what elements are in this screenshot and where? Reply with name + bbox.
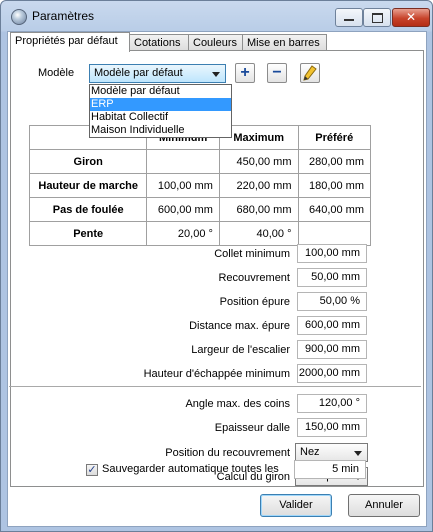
row-label-pas-de-foulee: Pas de foulée <box>30 198 147 222</box>
autosave-label: Sauvegarder automatique toutes les <box>102 463 279 475</box>
tab-couleurs[interactable]: Couleurs <box>188 34 246 51</box>
model-option-maison-individuelle[interactable]: Maison Individuelle <box>91 124 185 136</box>
recouvrement-field[interactable]: 50,00 mm <box>297 268 367 287</box>
row-label-pente: Pente <box>30 222 147 246</box>
position-epure-field[interactable]: 50,00 % <box>297 292 367 311</box>
model-option-erp[interactable]: ERP <box>90 98 231 111</box>
position-epure-label: Position épure <box>219 296 290 308</box>
validate-button[interactable]: Valider <box>260 494 332 517</box>
cell-pente-max[interactable]: 40,00 ° <box>219 222 298 246</box>
distance-max-epure-label: Distance max. épure <box>189 320 290 332</box>
table-row <box>30 150 371 174</box>
close-icon: ✕ <box>405 10 417 24</box>
cell-pente-pref <box>298 222 371 246</box>
autosave-checkbox[interactable]: ✓ <box>87 464 97 476</box>
stair-dimensions-table <box>29 125 371 246</box>
minimize-icon <box>336 9 362 26</box>
cell-pente-min[interactable]: 20,00 ° <box>147 222 219 246</box>
cell-foulee-min[interactable]: 600,00 mm <box>147 198 219 222</box>
autosave-interval-field[interactable]: 5 min <box>294 460 366 479</box>
epaisseur-dalle-label: Epaisseur dalle <box>214 422 290 434</box>
table-row <box>30 174 371 198</box>
distance-max-epure-field[interactable]: 600,00 mm <box>297 316 367 335</box>
row-label-giron: Giron <box>30 150 147 174</box>
add-model-button[interactable]: + <box>235 63 255 83</box>
epaisseur-dalle-field[interactable]: 150,00 mm <box>297 418 367 437</box>
calcul-giron-label: Calcul du giron <box>216 471 290 483</box>
largeur-escalier-field[interactable]: 900,00 mm <box>297 340 367 359</box>
cell-hauteur-pref[interactable]: 180,00 mm <box>298 174 371 198</box>
edit-model-button[interactable] <box>300 63 320 83</box>
table-row <box>30 198 371 222</box>
section-divider <box>9 386 421 387</box>
dialog-client <box>7 31 427 527</box>
minimize-button[interactable] <box>335 8 363 27</box>
angle-max-coins-label: Angle max. des coins <box>185 398 290 410</box>
recouvrement-label: Recouvrement <box>218 272 290 284</box>
cell-giron-max[interactable]: 450,00 mm <box>219 150 298 174</box>
model-label: Modèle <box>38 67 75 79</box>
cell-foulee-pref[interactable]: 640,00 mm <box>298 198 371 222</box>
collet-minimum-label: Collet minimum <box>214 248 290 260</box>
pencil-icon <box>303 65 317 81</box>
model-select[interactable] <box>89 64 226 83</box>
window-title: Paramètres <box>32 9 95 23</box>
model-option-habitat-collectif[interactable]: Habitat Collectif <box>91 111 169 123</box>
collet-minimum-field[interactable]: 100,00 mm <box>297 244 367 263</box>
tab-cotations[interactable]: Cotations <box>129 34 192 51</box>
cell-giron-pref[interactable]: 280,00 mm <box>298 150 371 174</box>
model-select-value: Modèle par défaut <box>94 67 183 79</box>
row-label-hauteur-marche: Hauteur de marche <box>30 174 147 198</box>
table-row <box>30 222 371 246</box>
maximize-button[interactable] <box>363 8 391 27</box>
chevron-down-icon <box>354 451 362 456</box>
remove-model-button[interactable]: − <box>267 63 287 83</box>
cell-foulee-max[interactable]: 680,00 mm <box>219 198 298 222</box>
cancel-button[interactable]: Annuler <box>348 494 420 517</box>
hauteur-echappee-label: Hauteur d'échappée minimum <box>143 368 290 380</box>
model-option-default[interactable]: Modèle par défaut <box>91 85 180 97</box>
largeur-escalier-label: Largeur de l'escalier <box>191 344 290 356</box>
tab-mise-en-barres[interactable]: Mise en barres <box>242 34 327 51</box>
close-button[interactable] <box>392 8 430 27</box>
position-recouvrement-value: Nez <box>300 446 320 458</box>
angle-max-coins-field[interactable]: 120,00 ° <box>297 394 367 413</box>
position-recouvrement-label: Position du recouvrement <box>165 447 290 459</box>
cell-hauteur-max[interactable]: 220,00 mm <box>219 174 298 198</box>
tab-panel-proprietes <box>10 50 424 487</box>
maximize-icon <box>364 9 390 26</box>
model-dropdown-list <box>89 84 232 138</box>
app-icon <box>11 9 27 25</box>
hauteur-echappee-field[interactable]: 2000,00 mm <box>297 364 367 383</box>
table-header-prefere: Préféré <box>298 126 371 150</box>
table-header-maximum: Maximum <box>219 126 298 150</box>
cell-giron-min[interactable] <box>147 150 219 174</box>
tab-proprietes[interactable]: Propriétés par défaut <box>10 32 130 52</box>
cell-hauteur-min[interactable]: 100,00 mm <box>147 174 219 198</box>
chevron-down-icon <box>212 72 220 77</box>
title-bar[interactable] <box>1 1 432 31</box>
